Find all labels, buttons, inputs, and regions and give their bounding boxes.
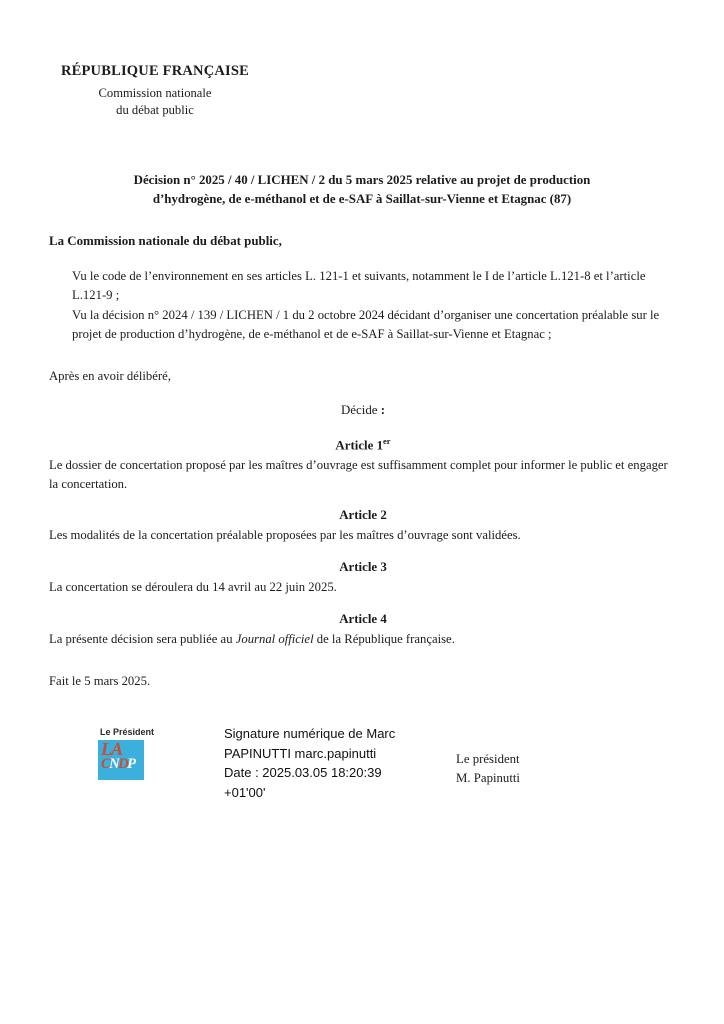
article-1-heading-superscript: er [383, 436, 391, 446]
decide-word: Décide [340, 403, 378, 417]
decide-line [49, 403, 677, 418]
signature-line-2: PAPINUTTI marc.papinutti [224, 745, 377, 761]
decision-title-line2: d’hydrogène, de e-méthanol et de e-SAF à Saillat-sur-Vienne et Etagnac (87) [152, 191, 572, 206]
logo-letter-c: C [101, 755, 110, 772]
cndp-logo-row-cndp [101, 755, 144, 772]
president-stamp-label: Le Président [100, 727, 155, 737]
article-4-body [49, 630, 679, 649]
signature-line-3: Date : 2025.03.05 18:20:39 [224, 765, 382, 780]
digital-signature-block [224, 724, 395, 802]
republic-title: RÉPUBLIQUE FRANÇAISE [60, 63, 250, 79]
article-3-heading: Article 3 [339, 560, 387, 574]
article-1-heading-text: Article 1 [335, 438, 384, 453]
recitals-block [72, 267, 678, 344]
place-date-line: Fait le 5 mars 2025. [49, 674, 151, 688]
article-4-heading: Article 4 [339, 612, 387, 626]
signer-block [456, 750, 520, 787]
org-name-line1: Commission nationale [98, 86, 212, 100]
logo-letter-d: D [118, 755, 128, 772]
recital-paragraph-2: Vu la décision n° 2024 / 139 / LICHEN / 1 du 2 octobre 2024 décidant d’organiser une concertation préalable sur le projet de production d’hydrogène, de e-méthanol et de e-SAF à Saillat-sur-Vienne et Etagnac ; [72, 307, 660, 341]
signature-line-4: +01'00' [224, 784, 266, 800]
decision-title-line1: Décision n° 2025 / 40 / LICHEN / 2 du 5 mars 2025 relative au projet de production [133, 173, 591, 187]
logo-letter-a: A [111, 739, 123, 759]
org-name-line2: du débat public [116, 103, 194, 117]
signer-title: Le président [456, 752, 520, 766]
journal-officiel-italic: Journal officiel [235, 632, 314, 646]
article-1-heading [49, 436, 677, 453]
opening-line: La Commission nationale du débat public, [49, 234, 282, 248]
signature-line-1: Signature numérique de Marc [224, 726, 396, 741]
letterhead [56, 63, 254, 119]
recital-paragraph-1: Vu le code de l’environnement en ses articles L. 121-1 et suivants, notamment le I de l’article L.121-8 et l’article L.121-9 ; [72, 269, 646, 303]
decision-title [60, 171, 664, 208]
logo-letter-n: N [109, 755, 119, 772]
cndp-logo [98, 740, 144, 780]
deliberation-line: Après en avoir délibéré, [49, 369, 171, 383]
decide-colon: : [377, 403, 386, 417]
article-4-body-suffix: de la République française. [313, 632, 455, 646]
article-2-body: Les modalités de la concertation préalable proposées par les maîtres d’ouvrage sont validées. [49, 528, 521, 542]
logo-letter-l: L [101, 739, 111, 759]
article-2-heading: Article 2 [339, 508, 387, 522]
article-1-body: Le dossier de concertation proposé par les maîtres d’ouvrage est suffisamment complet pour informer le public et engager la concertation. [49, 458, 668, 492]
article-4-body-prefix: La présente décision sera publiée au [49, 632, 236, 646]
logo-letter-p: P [127, 755, 135, 772]
article-3-body: La concertation se déroulera du 14 avril au 22 juin 2025. [49, 580, 337, 594]
signer-name: M. Papinutti [456, 770, 520, 785]
